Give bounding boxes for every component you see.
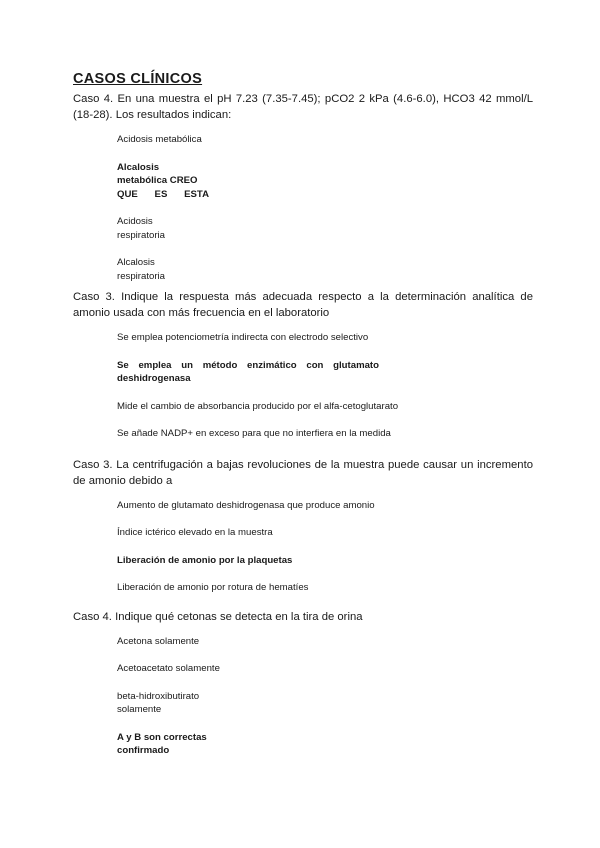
question-block [73, 609, 533, 758]
option-d: Se añade NADP+ en exceso para que no interfiera en la medida [117, 428, 391, 439]
option-b: Se emplea un método enzimático con glutamato deshidrogenasa [117, 359, 379, 384]
option-a: Se emplea potenciometría indirecta con electrodo selectivo [117, 332, 369, 343]
question-block [73, 457, 533, 595]
document-page [73, 70, 533, 772]
option-d: Liberación de amonio por rotura de hematíes [117, 582, 309, 593]
option-b: Alcalosis metabólica CREO QUE ES ESTA [117, 161, 209, 200]
question-block [73, 289, 533, 441]
option-a: Acetona solamente [117, 635, 200, 647]
option-d: A y B son correctas confirmado [117, 731, 207, 756]
option-c: Acidosis respiratoria [117, 216, 165, 241]
question-text: Caso 4. En una muestra el pH 7.23 (7.35-7.45); pCO2 2 kPa (4.6-6.0), HCO3 42 mmol/L (18-28). Los resultados indican: [73, 93, 533, 121]
option-d: Alcalosis respiratoria [117, 257, 165, 282]
options-list [117, 133, 533, 283]
option-a: Aumento de glutamato deshidrogenasa que produce amonio [117, 499, 375, 511]
option-b: Índice ictérico elevado en la muestra [117, 527, 273, 538]
page-title: CASOS CLÍNICOS [73, 71, 203, 87]
option-c: Mide el cambio de absorbancia producido por el alfa-cetoglutarato [117, 400, 399, 412]
question-text: Caso 3. Indique la respuesta más adecuada respecto a la determinación analítica de amonio usada con más frecuencia en el laboratorio [73, 291, 533, 319]
question-block [73, 91, 533, 283]
option-b: Acetoacetato solamente [117, 663, 220, 674]
options-list [117, 331, 533, 441]
option-c: Liberación de amonio por la plaquetas [117, 554, 293, 566]
options-list [117, 635, 533, 758]
options-list [117, 499, 533, 595]
option-c: beta-hidroxibutirato solamente [117, 690, 200, 715]
question-text: Caso 4. Indique qué cetonas se detecta en la tira de orina [73, 610, 363, 623]
question-text: Caso 3. La centrifugación a bajas revoluciones de la muestra puede causar un incremento de amonio debido a [73, 458, 533, 487]
option-a: Acidosis metabólica [117, 134, 202, 145]
